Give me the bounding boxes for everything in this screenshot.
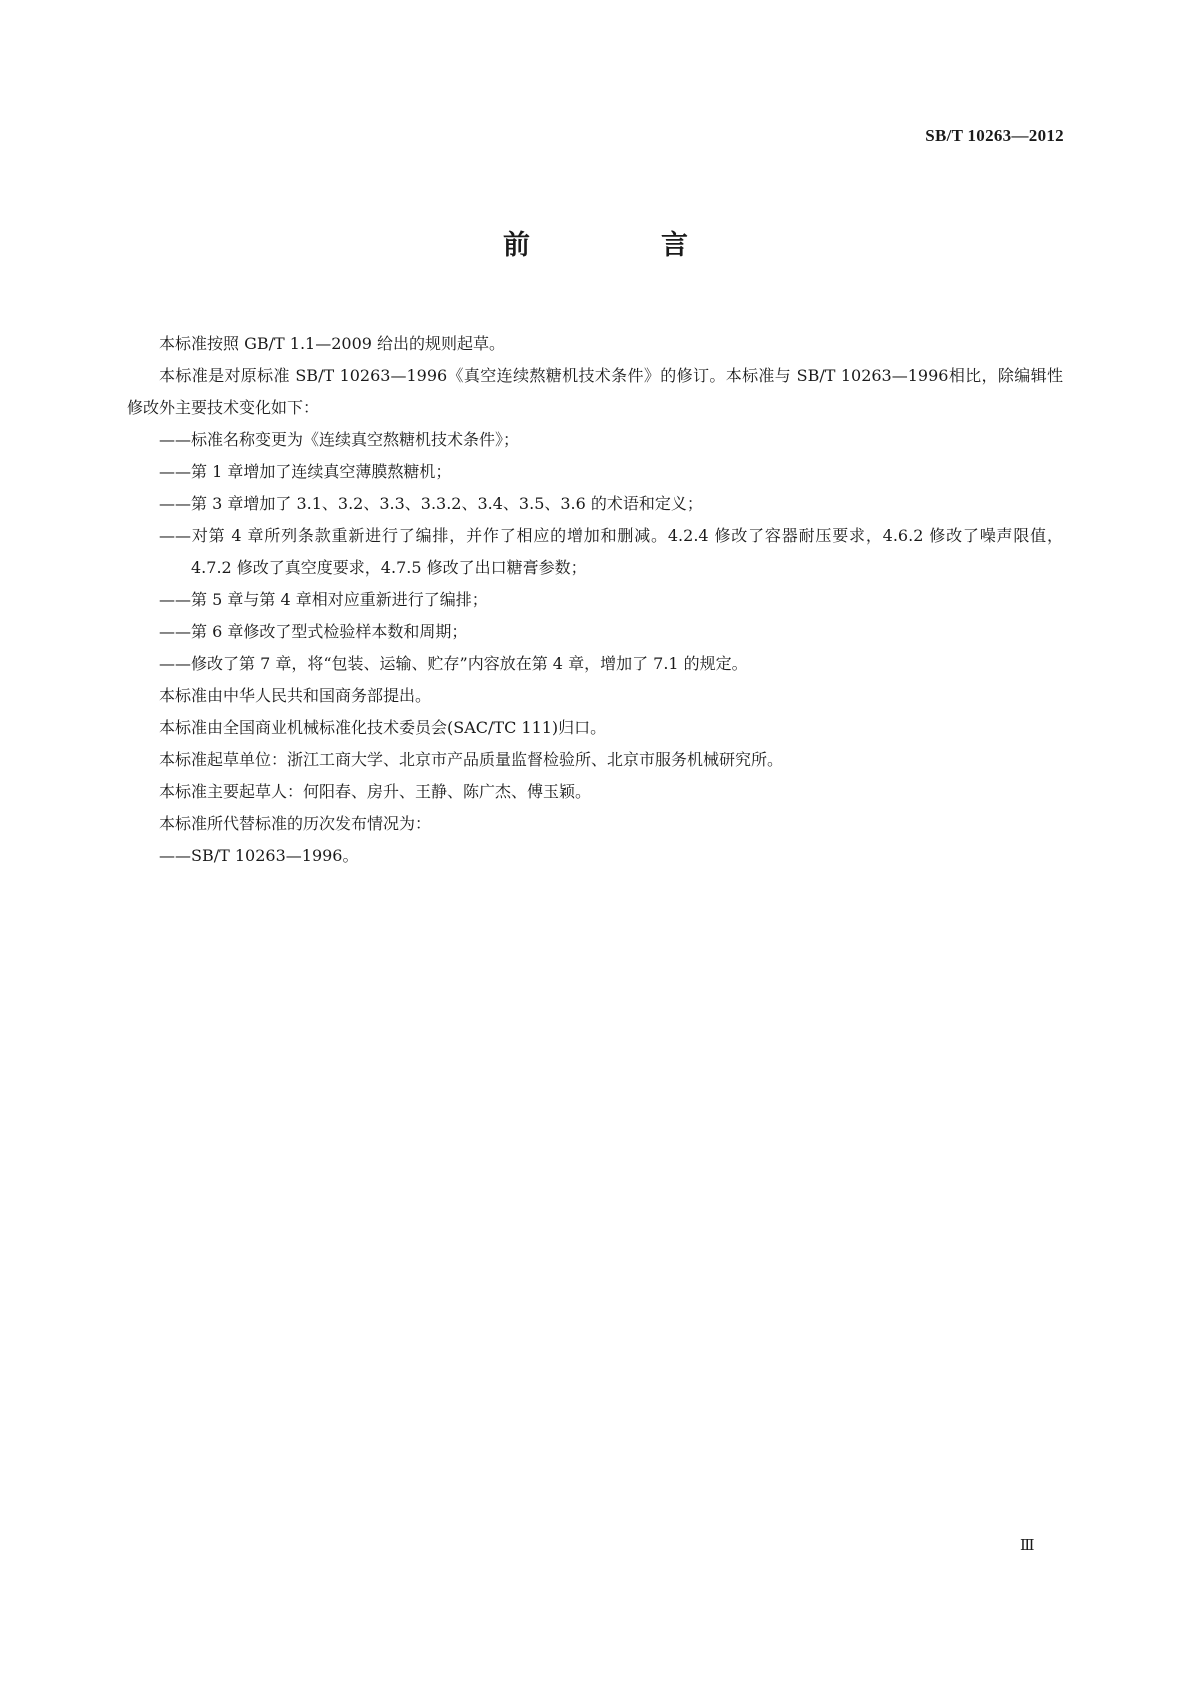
paragraph-drafters: 本标准主要起草人：何阳春、房升、王静、陈广杰、傅玉颖。 — [159, 782, 592, 801]
page-number: Ⅲ — [1020, 1538, 1035, 1554]
foreword-body — [127, 328, 1063, 872]
replaced-standard-item: ——SB/T 10263—1996。 — [159, 846, 359, 865]
page-title: 前 言 — [503, 230, 740, 261]
change-item-title: ——标准名称变更为《连续真空熬糖机技术条件》； — [159, 430, 520, 449]
paragraph-replaced-history: 本标准所代替标准的历次发布情况为： — [159, 814, 432, 833]
change-item-chapter-1: ——第 1 章增加了连续真空薄膜熬糖机； — [159, 462, 452, 481]
paragraph-administrator: 本标准由全国商业机械标准化技术委员会(SAC/TC 111)归口。 — [159, 718, 607, 737]
change-item-chapter-6: ——第 6 章修改了型式检验样本数和周期； — [159, 622, 468, 641]
paragraph-revision-note: 本标准是对原标准 SB/T 10263—1996《真空连续熬糖机技术条件》的修订。本标准与 SB/T 10263—1996相比，除编辑性修改外主要技术变化如下： — [127, 366, 1063, 417]
change-item-chapter-4: ——对第 4 章所列条款重新进行了编排，并作了相应的增加和删减。4.2.4 修改了容器耐压要求，4.6.2 修改了噪声限值，4.7.2 修改了真空度要求，4.7.5 修改了出口糖膏参数； — [159, 526, 1063, 577]
paragraph-proposer: 本标准由中华人民共和国商务部提出。 — [159, 686, 432, 705]
change-item-chapter-5: ——第 5 章与第 4 章相对应重新进行了编排； — [159, 590, 488, 609]
paragraph-drafting-rules: 本标准按照 GB/T 1.1—2009 给出的规则起草。 — [159, 334, 506, 353]
paragraph-drafting-units: 本标准起草单位：浙江工商大学、北京市产品质量监督检验所、北京市服务机械研究所。 — [159, 750, 784, 769]
standard-code: SB/T 10263—2012 — [925, 126, 1064, 145]
change-item-chapter-7: ——修改了第 7 章，将“包装、运输、贮存”内容放在第 4 章，增加了 7.1 的规定。 — [159, 654, 748, 673]
change-item-chapter-3: ——第 3 章增加了 3.1、3.2、3.3、3.3.2、3.4、3.5、3.6 的术语和定义； — [159, 494, 703, 513]
